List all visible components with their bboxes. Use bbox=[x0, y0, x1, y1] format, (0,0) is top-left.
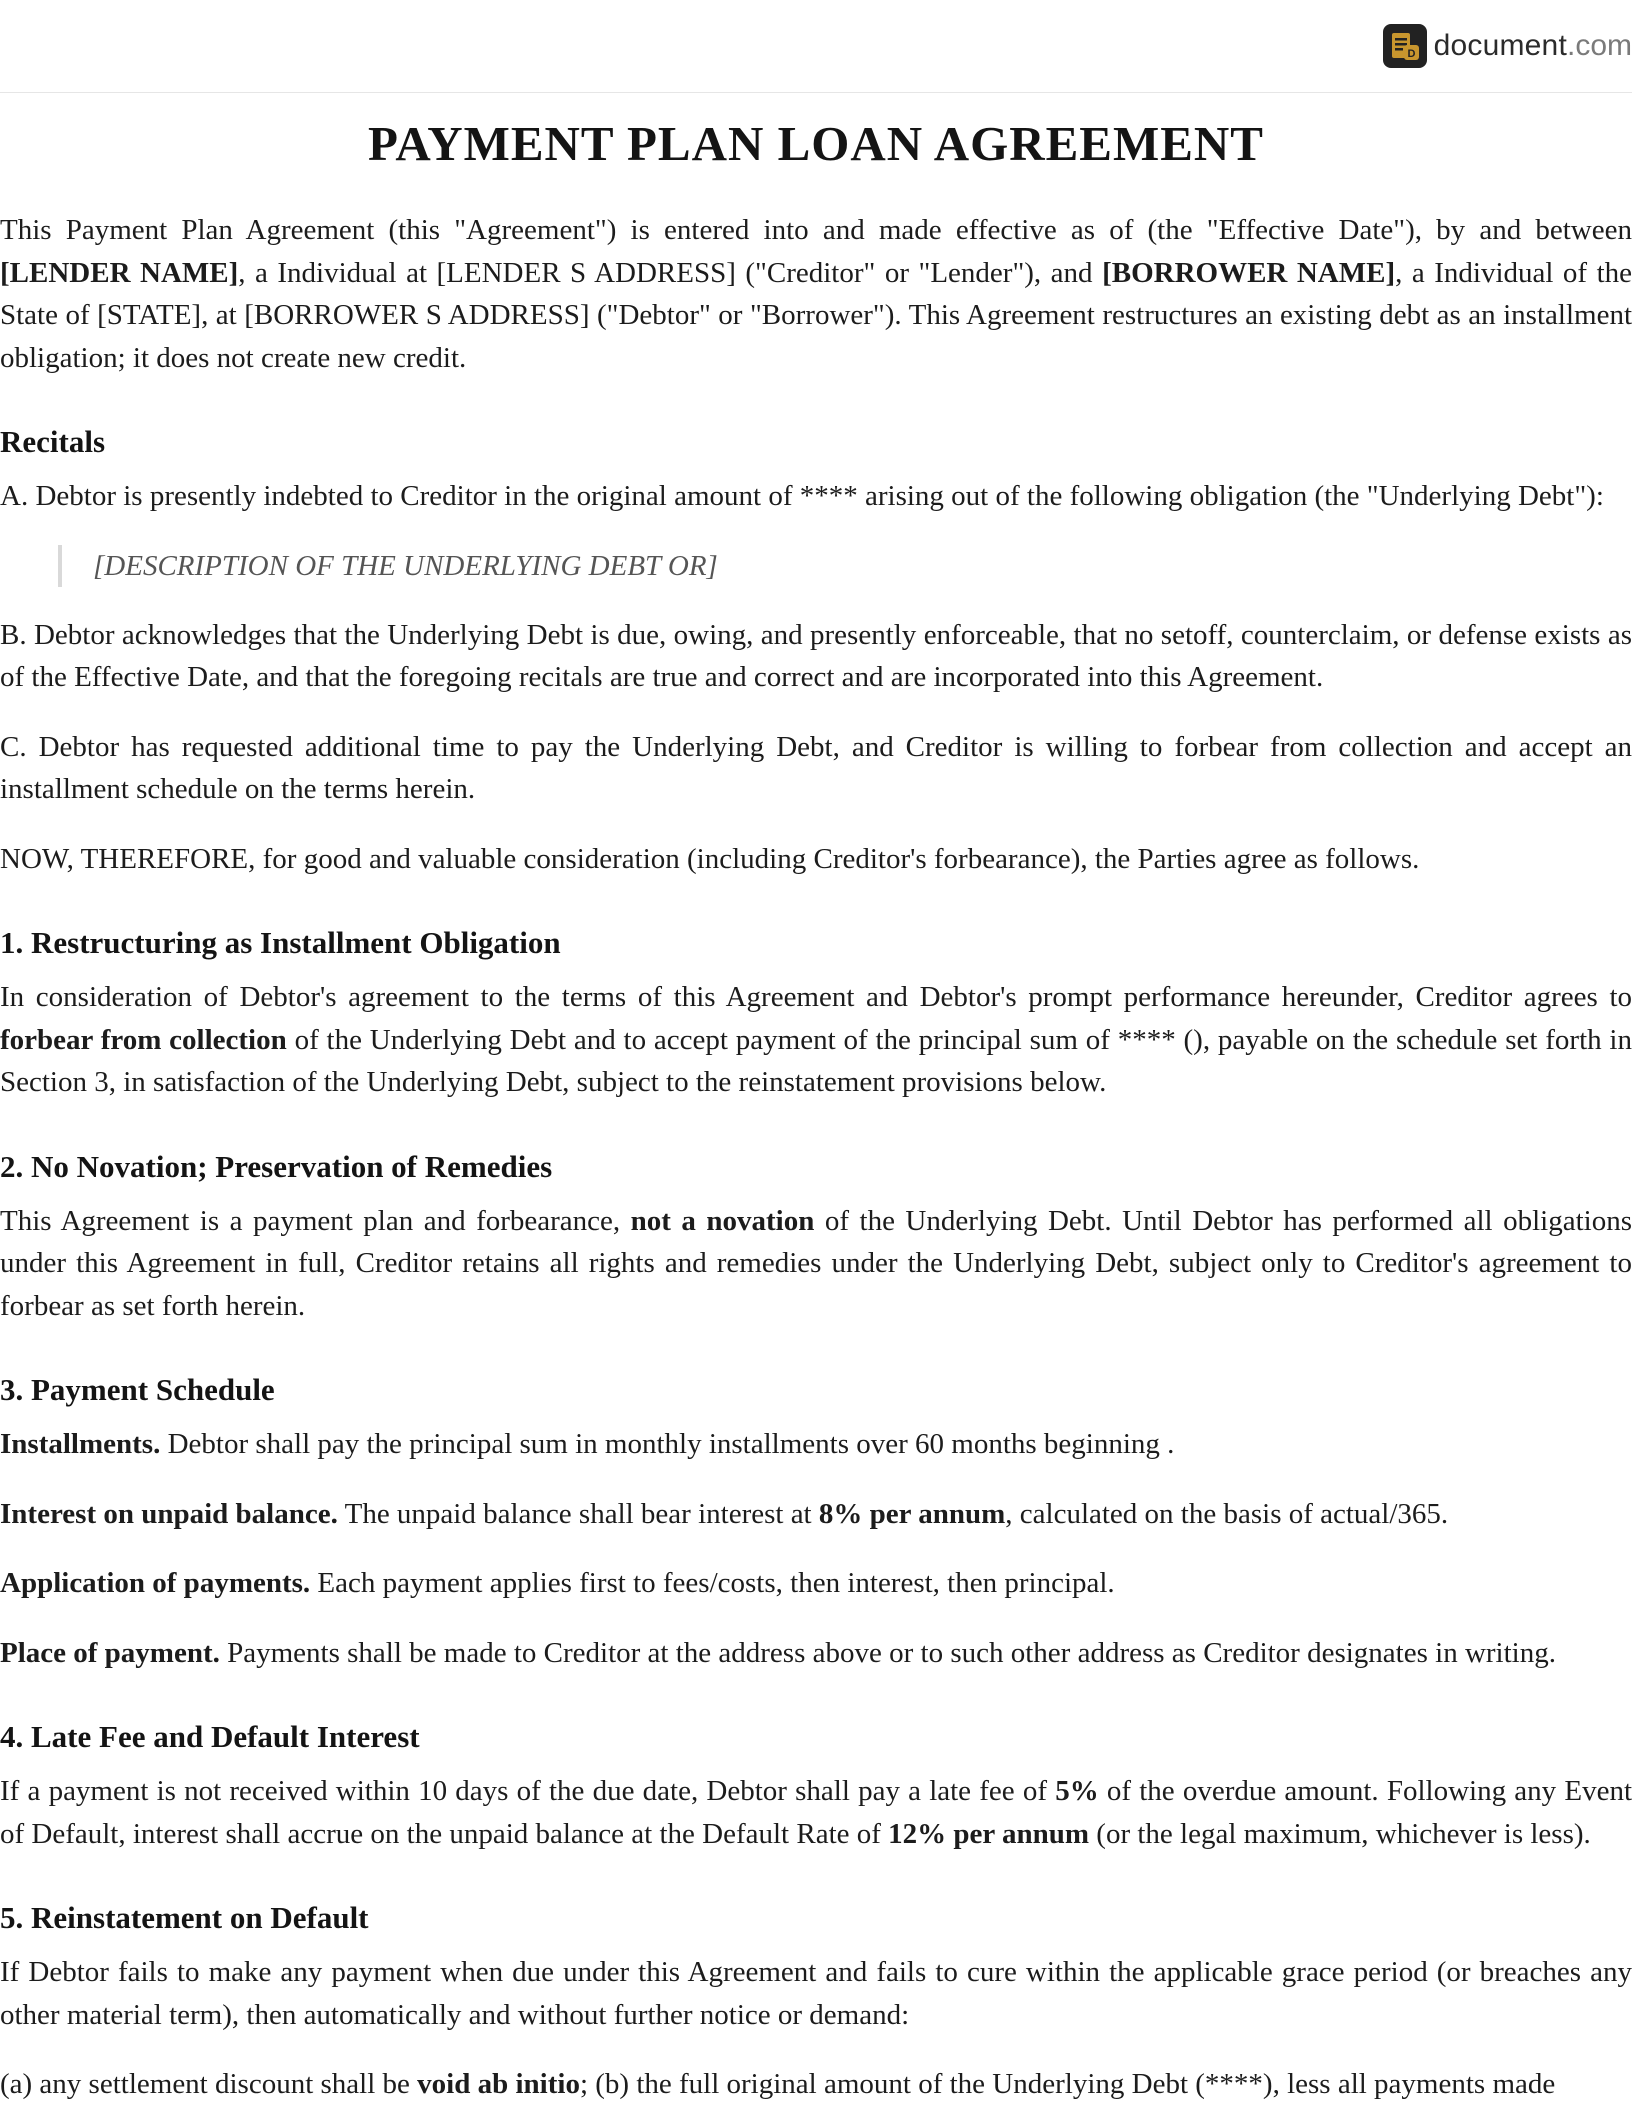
section-text: If a payment is not received within 10 days of the due date, Debtor shall pay a late fee of bbox=[0, 1775, 1056, 1807]
application-clause bbox=[0, 1562, 1632, 1605]
underlying-debt-quote: [DESCRIPTION OF THE UNDERLYING DEBT OR] bbox=[58, 545, 1632, 587]
place-clause bbox=[0, 1632, 1632, 1675]
clause-label: Interest on unpaid balance. bbox=[0, 1497, 338, 1530]
late-fee: 5% bbox=[1055, 1775, 1099, 1807]
section-text: of the overdue amount. Following any Event of Default, interest shall accrue on the unpaid balance at the Default Rate of bbox=[0, 1775, 1632, 1850]
recital-b: B. Debtor acknowledges that the Underlying Debt is due, owing, and presently enforceable, that no setoff, counterclaim, or defense exists as of the Effective Date, and that the foregoing recitals are true and correct and are incorporated into this Agreement. bbox=[0, 618, 1632, 693]
section-emphasis: forbear from collection bbox=[0, 1023, 287, 1056]
section-1-body bbox=[0, 976, 1632, 1104]
brand[interactable] bbox=[1383, 24, 1632, 68]
intro-paragraph bbox=[0, 209, 1632, 379]
section-4-body bbox=[0, 1770, 1632, 1855]
section-1-heading: 1. Restructuring as Installment Obligation bbox=[0, 925, 561, 960]
intro-text: , a Individual of the State of [STATE], at [BORROWER S ADDRESS] ("Debtor" or "Borrower"). This Agreement restructures an existing debt as an installment obligation; it does not create new credit. bbox=[0, 256, 1632, 374]
section-text: (a) any settlement discount shall be bbox=[0, 2068, 418, 2100]
clause-text: , calculated on the basis of actual/365. bbox=[1005, 1497, 1449, 1530]
section-4-heading: 4. Late Fee and Default Interest bbox=[0, 1719, 420, 1754]
brand-name: document bbox=[1433, 29, 1567, 62]
intro-text: , a Individual at [LENDER S ADDRESS] ("Creditor" or "Lender"), and bbox=[238, 256, 1103, 289]
section-2-heading: 2. No Novation; Preservation of Remedies bbox=[0, 1148, 553, 1184]
brand-tld: .com bbox=[1566, 29, 1632, 62]
clause-label: Application of payments. bbox=[0, 1567, 311, 1599]
document-logo-icon bbox=[1383, 24, 1427, 68]
recital-c: C. Debtor has requested additional time to pay the Underlying Debt, and Creditor is willing to forbear from collection and accept an installment schedule on the terms herein. bbox=[0, 730, 1632, 805]
borrower-name: [BORROWER NAME] bbox=[1102, 256, 1396, 289]
section-3-heading: 3. Payment Schedule bbox=[0, 1372, 275, 1407]
document-title: PAYMENT PLAN LOAN AGREEMENT bbox=[368, 116, 1264, 171]
section-5-heading: 5. Reinstatement on Default bbox=[0, 1900, 369, 1935]
clause-text: Payments shall be made to Creditor at the address above or to such other address as Creditor designates in writing. bbox=[219, 1636, 1556, 1669]
clause-text: The unpaid balance shall bear interest at bbox=[337, 1497, 819, 1530]
clause-text: Debtor shall pay the principal sum in monthly installments over 60 months beginning . bbox=[160, 1428, 1175, 1460]
interest-clause bbox=[0, 1493, 1632, 1536]
section-2-body bbox=[0, 1200, 1632, 1328]
clause-text: Each payment applies first to fees/costs, then interest, then principal. bbox=[310, 1567, 1115, 1599]
section-text: In consideration of Debtor's agreement to the terms of this Agreement and Debtor's prompt performance hereunder, Creditor agrees to bbox=[0, 981, 1632, 1013]
section-text: ; (b) the full original amount of the Underlying Debt (****), less all payments made bbox=[579, 2068, 1556, 2100]
clause-label: Installments. bbox=[0, 1428, 161, 1460]
section-5-continued bbox=[0, 2063, 1632, 2106]
interest-rate: 8% per annum bbox=[818, 1497, 1006, 1530]
lender-name: [LENDER NAME] bbox=[0, 256, 239, 289]
section-text: of the Underlying Debt and to accept payment of the principal sum of **** (), payable on the schedule set forth in Section 3, in satisfaction of the Underlying Debt, subject to the reinstatement provisions below. bbox=[0, 1023, 1632, 1098]
section-text: (or the legal maximum, whichever is less). bbox=[1089, 1817, 1591, 1850]
recitals-heading: Recitals bbox=[0, 424, 106, 459]
svg-text:D: D bbox=[1407, 48, 1416, 60]
installments-clause bbox=[0, 1423, 1632, 1466]
section-emphasis: void ab initio bbox=[417, 2068, 580, 2100]
intro-text: This Payment Plan Agreement (this "Agreement") is entered into and made effective as of (the "Effective Date"), by and between bbox=[0, 214, 1632, 246]
section-text: of the Underlying Debt. Until Debtor has performed all obligations under this Agreement in full, Creditor retains all rights and remedies under the Underlying Debt, subject only to Creditor's agreement to forbear as set forth herein. bbox=[0, 1204, 1632, 1322]
document-body bbox=[0, 93, 1632, 2106]
now-therefore: NOW, THEREFORE, for good and valuable consideration (including Creditor's forbearance), the Parties agree as follows. bbox=[0, 842, 1420, 875]
clause-label: Place of payment. bbox=[0, 1636, 220, 1669]
section-emphasis: not a novation bbox=[630, 1204, 815, 1237]
recital-a: A. Debtor is presently indebted to Creditor in the original amount of **** arising out of the following obligation (the "Underlying Debt"): bbox=[0, 480, 1604, 512]
default-rate: 12% per annum bbox=[888, 1817, 1090, 1850]
section-text: This Agreement is a payment plan and forbearance, bbox=[0, 1204, 631, 1237]
section-5-body: If Debtor fails to make any payment when due under this Agreement and fails to cure within the applicable grace period (or breaches any other material term), then automatically and without further notice or demand: bbox=[0, 1956, 1632, 2031]
page-header bbox=[0, 0, 1632, 93]
